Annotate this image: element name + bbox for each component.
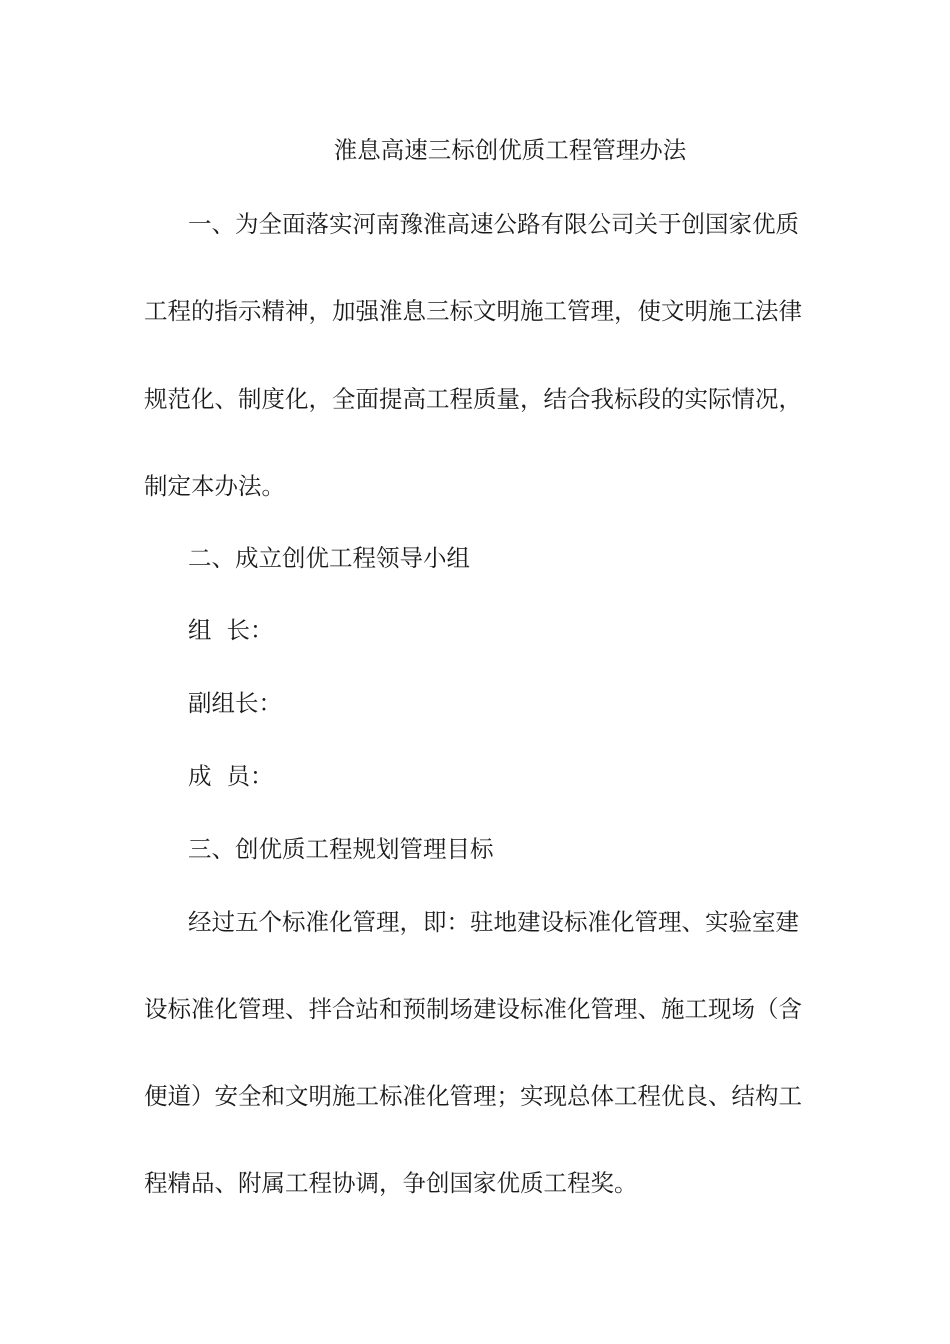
section3-line-3: 便道）安全和文明施工标准化管理；实现总体工程优良、结构工 <box>144 1082 802 1110</box>
document-title: 淮息高速三标创优质工程管理办法 <box>333 136 687 164</box>
members-label: 成 员： <box>188 762 274 790</box>
section2-heading: 二、成立创优工程领导小组 <box>188 544 470 572</box>
section3-heading: 三、创优质工程规划管理目标 <box>188 835 494 863</box>
section3-line-2: 设标准化管理、拌合站和预制场建设标准化管理、施工现场（含 <box>144 995 802 1023</box>
section1-line-2: 工程的指示精神，加强淮息三标文明施工管理，使文明施工法律 <box>144 297 802 325</box>
deputy-leader-label: 副组长： <box>188 689 282 717</box>
leader-label: 组 长： <box>188 616 274 644</box>
section3-line-4: 程精品、附属工程协调，争创国家优质工程奖。 <box>144 1169 638 1197</box>
section3-line-1: 经过五个标准化管理，即：驻地建设标准化管理、实验室建 <box>188 908 799 936</box>
section1-line-4: 制定本办法。 <box>144 472 285 500</box>
section1-line-1: 一、为全面落实河南豫淮高速公路有限公司关于创国家优质 <box>188 210 799 238</box>
section1-line-3: 规范化、制度化，全面提高工程质量，结合我标段的实际情况， <box>144 385 802 413</box>
